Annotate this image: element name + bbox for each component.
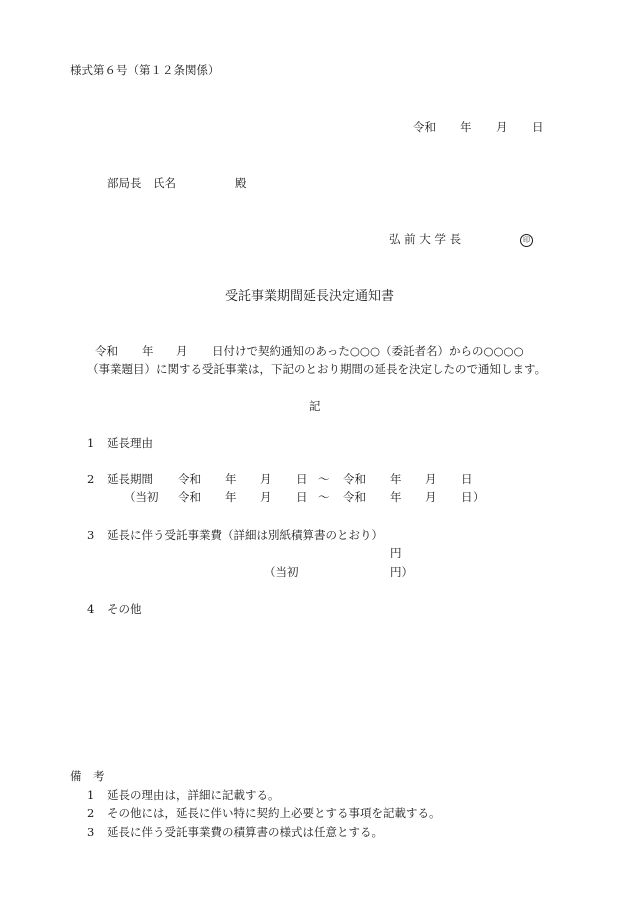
item2-from-month: 月 — [260, 472, 272, 486]
item2-tilde: ～ — [318, 472, 330, 486]
seal-icon: 印 — [520, 234, 533, 247]
item2-orig-from-day: 日 — [296, 490, 308, 504]
addressee-honorific: 殿 — [235, 176, 247, 190]
form-number: 様式第６号（第１２条関係） — [70, 63, 220, 77]
issuer-name: 弘 前 大 学 長 — [389, 232, 462, 246]
item2-orig-to-month: 月 — [425, 490, 437, 504]
item2-orig-to-day: 日 — [461, 490, 473, 504]
item4-label: その他 — [107, 602, 142, 616]
item2-orig-tilde: ～ — [318, 490, 330, 504]
item2-label: 延長期間 — [107, 472, 153, 486]
date-month: 月 — [496, 120, 508, 134]
item1-label: 延長理由 — [107, 436, 153, 450]
note2-text: その他には，延長に伴い特に契約上必要とする事項を記載する。 — [107, 806, 441, 820]
body-month: 月 — [176, 344, 188, 358]
item1-number: 1 — [87, 436, 95, 450]
item3-yen: 円 — [390, 546, 402, 560]
item4-number: 4 — [87, 602, 95, 616]
addressee-name-label: 氏名 — [153, 176, 176, 190]
document-title: 受託事業期間延長決定通知書 — [225, 289, 395, 304]
item2-from-day: 日 — [296, 472, 308, 486]
item3-label: 延長に伴う受託事業費（詳細は別紙積算書のとおり） — [107, 528, 383, 542]
item2-orig-to-year: 年 — [390, 490, 402, 504]
item3-number: 3 — [87, 528, 95, 542]
item3-original: （当初 — [264, 565, 299, 579]
item2-from-era: 令和 — [178, 472, 201, 486]
note3-text: 延長に伴う受託事業費の積算書の様式は任意とする。 — [107, 825, 383, 839]
remarks-heading: 備 考 — [70, 769, 105, 783]
note1-number: 1 — [87, 788, 95, 802]
body-line2: （事業題目）に関する受託事業は，下記のとおり期間の延長を決定したので通知します。 — [87, 362, 547, 376]
note2-number: 2 — [87, 806, 95, 820]
item2-close-paren: ） — [473, 490, 485, 504]
body-line1: 日付けで契約通知のあった○○○（委託者名）からの○○○○ — [212, 344, 524, 358]
item2-from-year: 年 — [225, 472, 237, 486]
item3-yen-close: 円） — [390, 565, 413, 579]
note3-number: 3 — [87, 825, 95, 839]
item2-orig-from-era: 令和 — [178, 490, 201, 504]
ki-heading: 記 — [309, 399, 321, 413]
item2-to-era: 令和 — [343, 472, 366, 486]
item2-original-open: （当初 — [124, 490, 159, 504]
item2-number: 2 — [87, 472, 95, 486]
addressee-position: 部局長 — [107, 176, 142, 190]
date-year: 年 — [460, 120, 472, 134]
note1-text: 延長の理由は，詳細に記載する。 — [107, 788, 280, 802]
body-era: 令和 — [95, 344, 118, 358]
item2-orig-from-month: 月 — [260, 490, 272, 504]
item2-orig-from-year: 年 — [225, 490, 237, 504]
item2-to-month: 月 — [425, 472, 437, 486]
date-day: 日 — [532, 120, 544, 134]
seal-mark — [520, 233, 533, 247]
item2-to-year: 年 — [390, 472, 402, 486]
body-year: 年 — [142, 344, 154, 358]
item2-orig-to-era: 令和 — [343, 490, 366, 504]
item2-to-day: 日 — [461, 472, 473, 486]
date-era: 令和 — [413, 120, 436, 134]
